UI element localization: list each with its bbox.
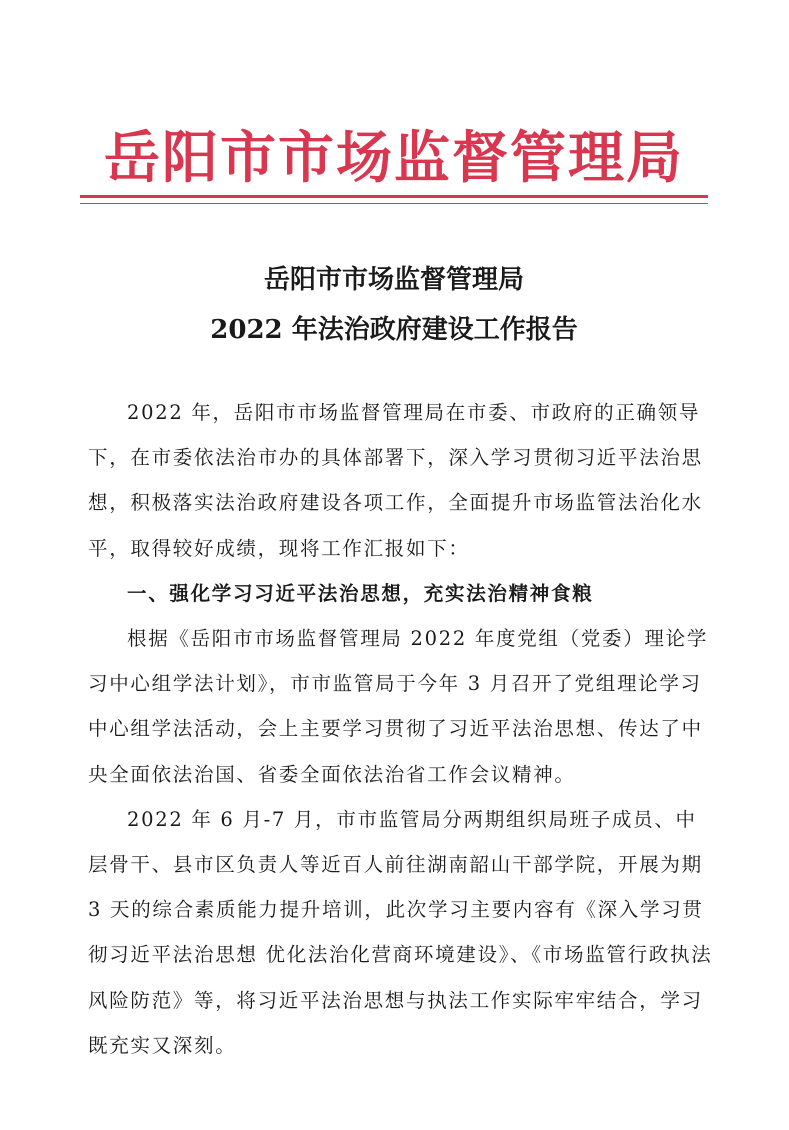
body-paragraph: 2022 年 6 月-7 月，市市监管局分两期组织局班子成员、中层骨干、县市区负责人等近百人前往湖南韶山干部学院，开展为期 3 天的综合素质能力提升培训，此次学习主要内容有《深入学习贯彻习近平法治思想 优化法治化营商环境建设》、《市场监管行政执法风险防范》等，将习近平法治思想与执法工作实际牢牢结合，学习既充实又深刻。 bbox=[88, 807, 713, 1057]
report-body bbox=[88, 390, 716, 1068]
section-heading-1: 一、强化学习习近平法治思想，充实法治精神食粮 bbox=[127, 581, 594, 605]
intro-paragraph: 2022 年，岳阳市市场监督管理局在市委、市政府的正确领导下，在市委依法治市办的具体部署下，深入学习贯彻习近平法治思想，积极落实法治政府建设各项工作，全面提升市场监管法治化水平，取得较好成绩，现将工作汇报如下： bbox=[88, 401, 703, 560]
masthead-agency-name: 岳阳市市场监督管理局 bbox=[104, 126, 684, 191]
report-title-line-2: 2022 年法治政府建设工作报告 bbox=[210, 315, 578, 345]
body-paragraph: 根据《岳阳市市场监督管理局 2022 年度党组（党委）理论学习中心组学法计划》，市市监管局于今年 3 月召开了党组理论学习中心组学法活动，会上主要学习贯彻了习近平法治思想、传达了中央全面依法治国、省委全面依法治省工作会议精神。 bbox=[88, 627, 709, 786]
masthead-red-rule-thick bbox=[80, 195, 708, 198]
report-title-line-1: 岳阳市市场监督管理局 bbox=[263, 265, 524, 295]
masthead-red-rule-thin bbox=[80, 203, 708, 204]
